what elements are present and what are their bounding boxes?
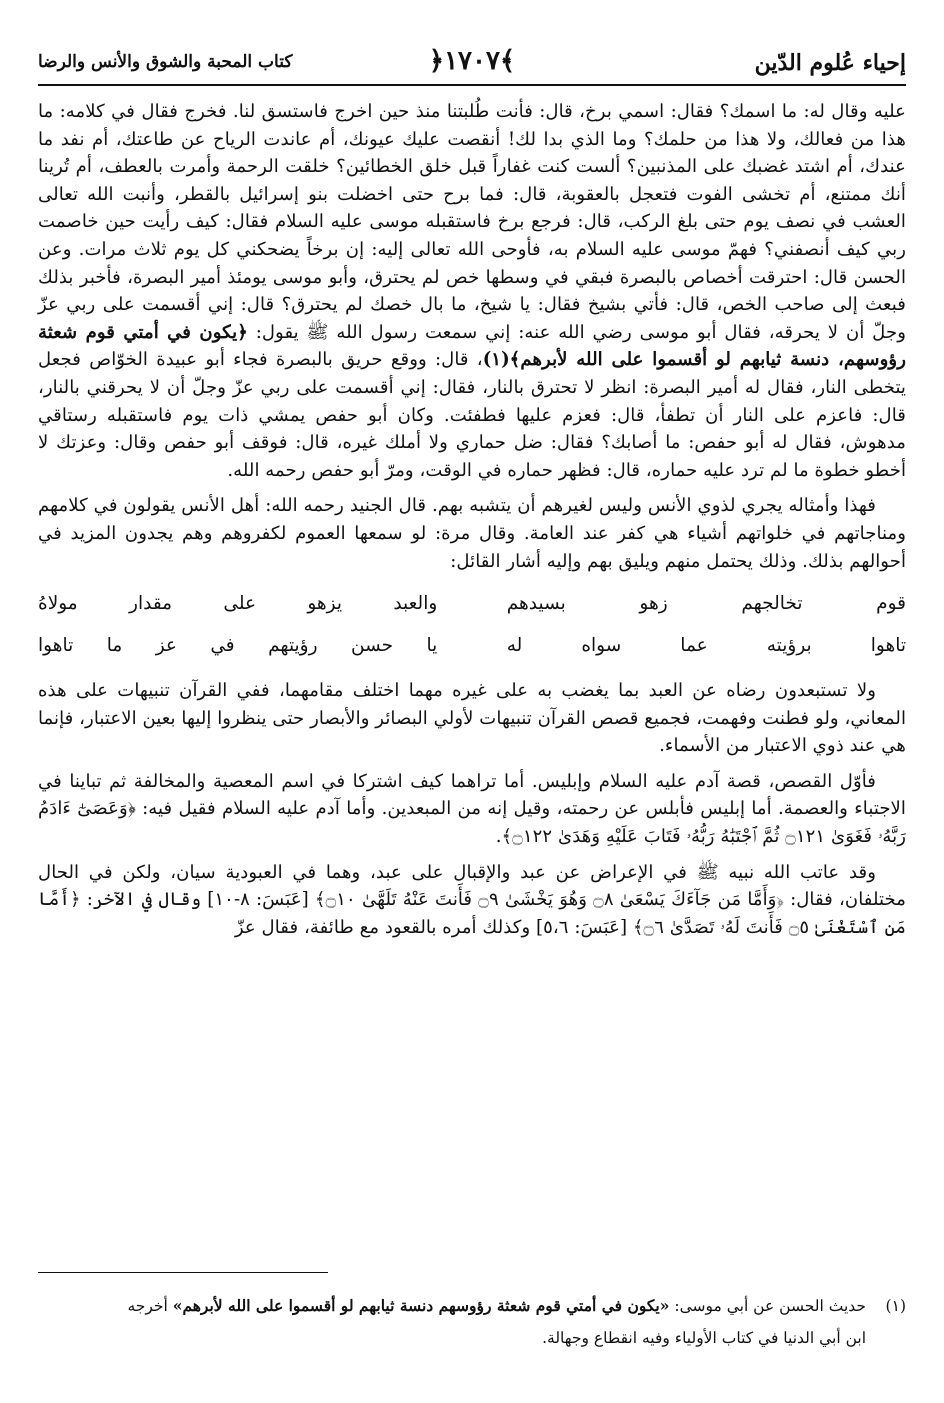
header-title: إحياء عُلوم الدّين — [754, 50, 906, 76]
paragraph-2: فهذا وأمثاله يجري لذوي الأنس وليس لغيرهم أن يتشبه بهم. قال الجنيد رحمه الله: أهل الأنس يقولون في كلامهم ومناجاتهم في خلواتهم أشياء هي كفر عند العامة. وقال مرة: لو سمعها العموم لكفروهم وهم يجدون المزيد في أحوالهم بذلك. وذلك يحتمل منهم ويليق بهم وإليه أشار القائل: — [38, 495, 906, 572]
paragraph-1-tail: ، قال: ووقع حريق بالبصرة فجاء أبو عبيدة الخوّاص فجعل يتخطى النار، فقال له أمير البصرة: انظر لا تحترق بالنار، فقال: إني أقسمت على ربي عزّ وجلّ أن لا يحرقني بالنار، قال: فاعزم على النار أن تطفأ، قال: فعزم عليها فطفئت. وكان أبو حفص يمشي ذات يوم فاستقبله رستاقي مدهوش، فقال له أبو حفص: ما أصابك؟ فقال: ضل حماري ولا أملك غيره، قال: فوقف أبو حفص وقال: وعزتك لا أخطو خطوة ما لم ترد عليه حماره، قال: فظهر حماره في الوقت، ومرّ أبو حفص رحمه الله. — [38, 349, 906, 481]
footnote-quote: «يكون في أمتي قوم شعثة رؤوسهم دنسة ثيابهم لو أقسموا على الله لأبرهم» — [172, 1296, 670, 1315]
footnotes — [38, 1290, 906, 1354]
page-number: ﴿١٧٠٧﴾ — [428, 46, 516, 76]
paragraph-4: فأوّل القصص، قصة آدم عليه السلام وإبليس. أما تراهما كيف اشتركا في اسم المعصية والمخالفة ثم تباينا في الاجتباء والعصمة. أما إبليس فأبلس عن رحمته، وقيل إنه من المبعدين. وأما آدم عليه السلام فقيل فيه: ﴿وَعَصَىٰٓ ءَادَمُ رَبَّهُۥ فَغَوَىٰ ۝١٢١ ثُمَّ ٱجْتَبَٰهُ رَبُّهُۥ فَتَابَ عَلَيْهِ وَهَدَىٰ ۝١٢٢﴾. — [38, 770, 906, 848]
hadith-quote: ﴿يكون في أمتي قوم شعثة رؤوسهم، دنسة ثيابهم لو أقسموا على الله لأبرهم﴾(١) — [38, 321, 907, 371]
footnote-number: (١) — [885, 1297, 906, 1315]
paragraph-3: ولا تستبعدون رضاه عن العبد بما يغضب به على غيره مهما اختلف مقامهما، ففي القرآن تنبيهات على هذه المعاني، ولو فطنت وفهمت، فجميع قصص القرآن تنبيهات لأولي البصائر والأبصار حتى ينظروا إليها بعين الاعتبار، فإنما هي عند ذوي الاعتبار من الأسماء. — [38, 680, 906, 757]
header-book-title: كتاب المحبة والشوق والأنس والرضا — [38, 52, 293, 72]
main-text — [38, 98, 906, 941]
running-header — [38, 40, 906, 86]
footnote-rule — [38, 1272, 328, 1273]
paragraph-1 — [38, 98, 906, 484]
verse-2-second-hemistich: يا حسن رؤيتهم في عز ما تاهوا — [38, 635, 438, 657]
poem — [38, 583, 906, 667]
poem-verse-1 — [38, 583, 906, 625]
footnote-1-line-2: ابن أبي الدنيا في كتاب الأولياء وفيه انقطاع وجهالة. — [542, 1329, 866, 1347]
footnote-lead: حديث الحسن عن أبي موسى: — [674, 1297, 866, 1315]
verse-1-first-hemistich: قوم تخالجهم زهو بسيدهم — [506, 593, 906, 615]
footnote-tail: أخرجه — [127, 1297, 168, 1315]
footnote-1 — [38, 1290, 906, 1322]
verse-2-first-hemistich: تاهوا برؤيته عما سواه له — [506, 635, 906, 657]
paragraph-5: وقد عاتب الله نبيه ﷺ في الإعراض عن عبد والإقبال على عبد، وهما في العبودية سيان، ولكن في الحال مختلفان، فقال: ﴿وَأَمَّا مَن جَآءَكَ يَسْعَىٰ ۝٨ وَهُوَ يَخْشَىٰ ۝٩ فَأَنتَ عَنْهُ تَلَهَّىٰ ۝١٠﴾ [عَبَسَ: ٨-١٠] وقال في الآخر: ﴿أَمَّا مَنِ ٱسْتَغْنَىٰ ۝٥ فَأَنتَ لَهُۥ تَصَدَّىٰ ۝٦﴾ [عَبَسَ: ٥،٦] وكذلك أمره بالقعود مع طائفة، فقال عزّ — [38, 861, 906, 938]
poem-verse-2 — [38, 625, 906, 667]
page — [38, 40, 906, 949]
verse-1-second-hemistich: والعبد يزهو على مقدار مولاهُ — [38, 593, 438, 615]
paragraph-1-text: عليه وقال له: ما اسمك؟ فقال: اسمي برخ، قال: فأنت طُلبتنا منذ حين اخرج فاستسق لنا. فخرج فقال في كلامه: ما هذا من فعالك، ولا هذا من حلمك؟ وما الذي بدا لك! أنقصت عليك عيونك، أم عاندت الرياح عن طاعتك، أم نفد ما عندك، أم اشتد غضبك على المذنبين؟ ألست كنت غفاراً قبل خلق الخطائين؟ خلقت الرحمة وأمرت بالعطف، أم تُرينا أنك ممتنع، أم تخشى الفوت فتعجل بالعقوبة، قال: فما برح حتى اخضلت بنو إسرائيل بالقطر، وأنبت الله تعالى العشب في نصف يوم حتى بلغ الركب، قال: فرجع برخ فاستقبله موسى عليه السلام فقال: كيف رأيت حين خاصمت ربي كيف أنصفني؟ فهمّ موسى عليه السلام به، فأوحى الله تعالى إليه: إن برخاً يضحكني كل يوم ثلاث مرات. وعن الحسن قال: احترقت أخصاص بالبصرة فبقي في وسطها خص لم يحترق، وأبو موسى يومئذ أمير البصرة، فأخبر بذلك فبعث إلى صاحب الخص، قال: فأتي بشيخ فقال: يا شيخ، ما بال خصك لم يحترق؟ قال: إني أقسمت على ربي عزّ وجلّ أن لا يحرقه، فقال أبو موسى رضي الله عنه: إني سمعت رسول الله ﷺ يقول: — [38, 101, 906, 343]
